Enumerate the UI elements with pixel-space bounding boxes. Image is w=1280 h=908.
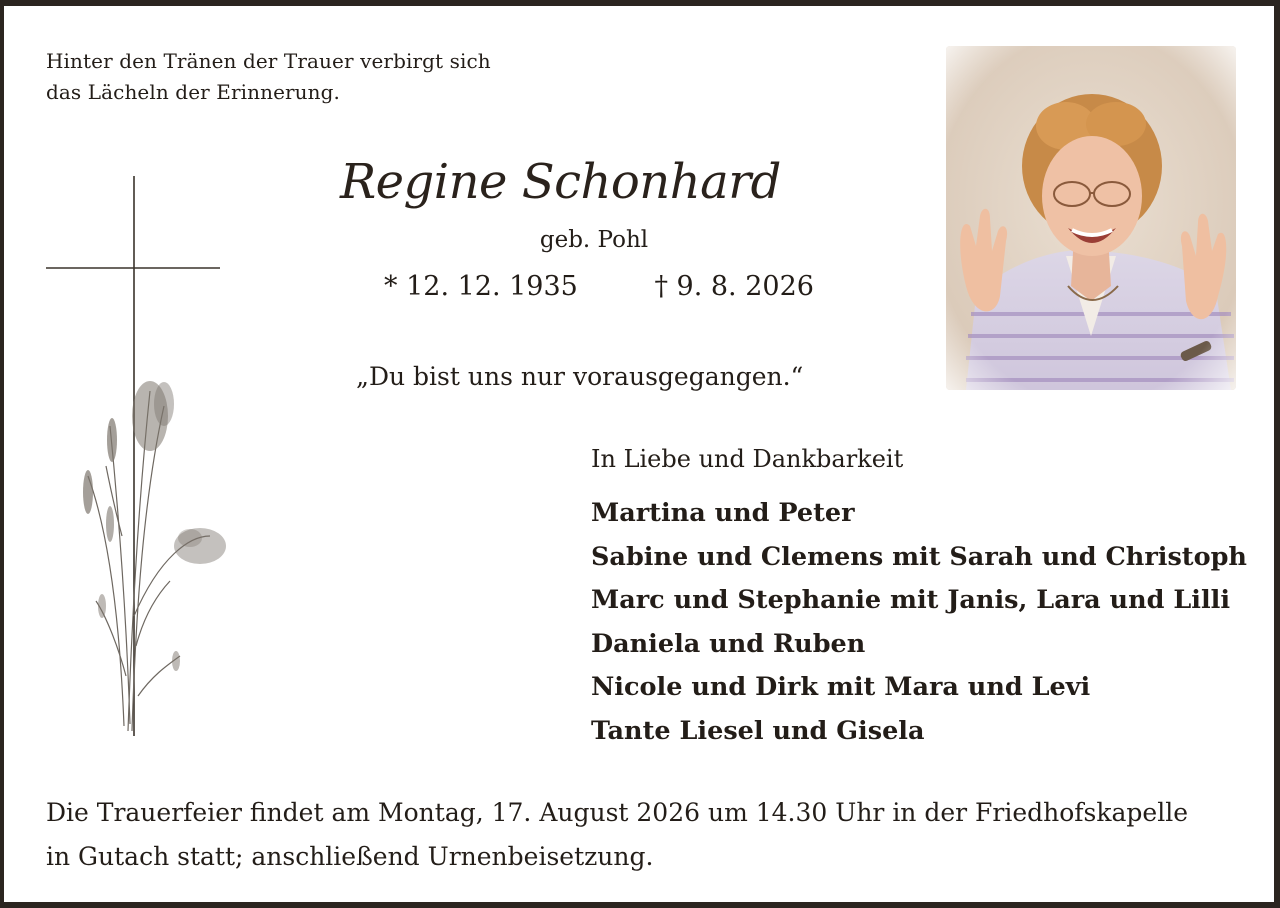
list-item: Marc und Stephanie mit Janis, Lara und Lilli xyxy=(591,585,1231,615)
motto xyxy=(46,46,491,108)
list-item: Tante Liesel und Gisela xyxy=(591,715,925,746)
motto-line-1: Hinter den Tränen der Trauer verbirgt sich xyxy=(46,49,491,73)
life-dates xyxy=(384,271,814,302)
birth-date: * 12. 12. 1935 xyxy=(384,271,578,302)
mourners-list xyxy=(591,492,1247,753)
death-date: † 9. 8. 2026 xyxy=(654,271,814,302)
list-item: Nicole und Dirk mit Mara und Levi xyxy=(591,672,1091,702)
cross-decoration xyxy=(40,176,240,750)
service-line-2: in Gutach statt; anschließend Urnenbeisetzung. xyxy=(46,842,654,871)
cross-icon xyxy=(40,176,240,746)
list-item: Sabine und Clemens mit Sarah und Christoph xyxy=(591,541,1247,572)
service-info xyxy=(46,791,1188,879)
intro-text: In Liebe und Dankbarkeit xyxy=(591,445,904,473)
service-line-1: Die Trauerfeier findet am Montag, 17. August 2026 um 14.30 Uhr in der Friedhofskapelle xyxy=(46,798,1189,827)
obituary-card xyxy=(4,6,1274,902)
birth-name: geb. Pohl xyxy=(539,227,649,253)
quote: „Du bist uns nur vorausgegangen.“ xyxy=(356,362,804,391)
list-item: Daniela und Ruben xyxy=(591,628,866,659)
portrait-photo xyxy=(946,46,1236,390)
motto-line-2: das Lächeln der Erinnerung. xyxy=(46,80,340,104)
list-item: Martina und Peter xyxy=(591,498,855,528)
deceased-name: Regine Schonhard xyxy=(340,154,781,210)
